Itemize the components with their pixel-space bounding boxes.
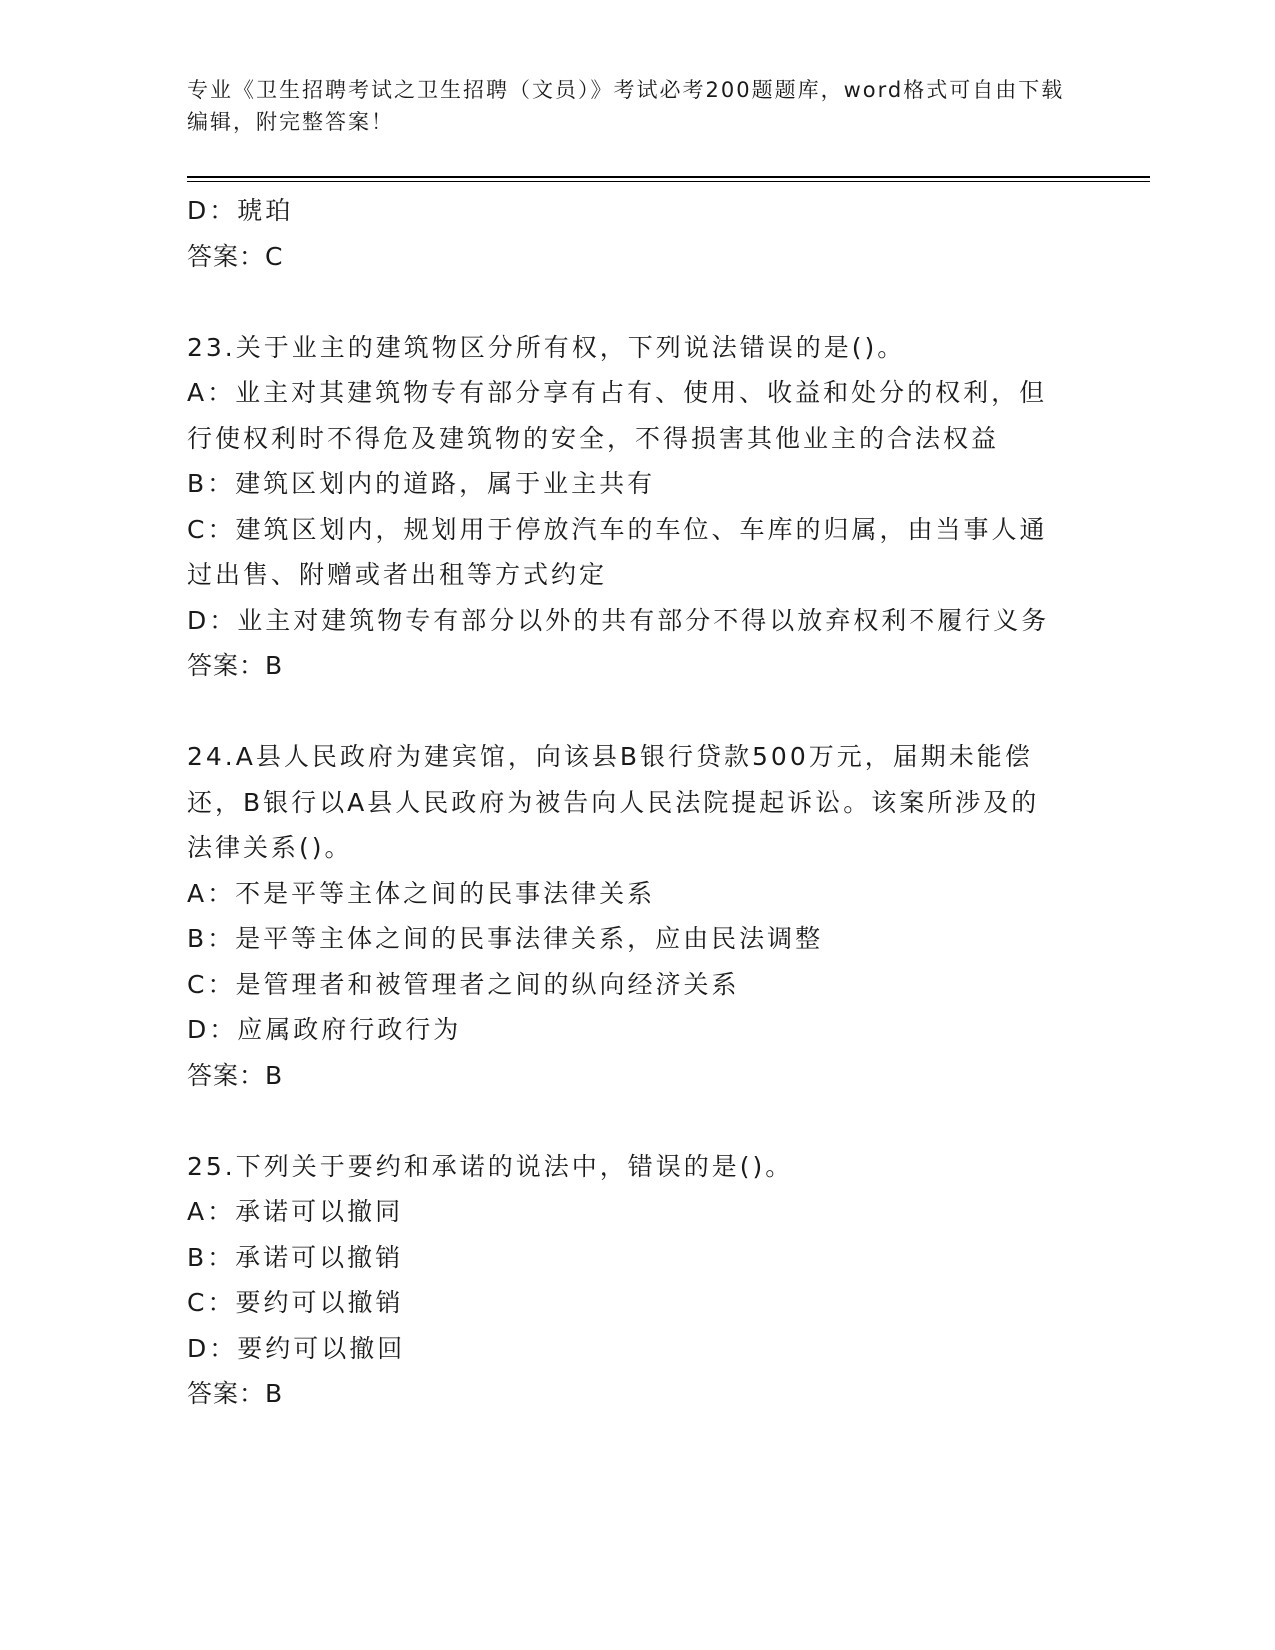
question-24: [187, 734, 1067, 1098]
question-stem: 25.下列关于要约和承诺的说法中，错误的是()。: [187, 1151, 794, 1181]
header-divider-thin: [187, 181, 1150, 182]
spacer: [187, 279, 1067, 325]
page-header-title: 专业《卫生招聘考试之卫生招聘（文员）》考试必考200题题库，word格式可自由下载编辑，附完整答案！: [187, 78, 1065, 134]
answer-line: 答案：B: [187, 651, 284, 680]
option-a: A：业主对其建筑物专有部分享有占有、使用、收益和处分的权利，但: [187, 378, 1048, 407]
header-divider-thick: [187, 176, 1150, 178]
option-c: C：是管理者和被管理者之间的纵向经济关系: [187, 969, 740, 999]
question-23: [187, 325, 1067, 689]
option-a: A：不是平等主体之间的民事法律关系: [187, 878, 656, 908]
answer-line: 答案：B: [187, 1060, 284, 1090]
question-stem-continued: 还，B银行以A县人民政府为被告向人民法院提起诉讼。该案所涉及的: [187, 787, 1040, 817]
answer-line: 答案：C: [187, 241, 284, 271]
option-a: A：承诺可以撤同: [187, 1197, 404, 1226]
option-d: D：要约可以撤回: [187, 1333, 406, 1363]
option-b: B：承诺可以撤销: [187, 1242, 404, 1272]
option-c: C：要约可以撤销: [187, 1288, 404, 1317]
question-stem-continued: 法律关系()。: [187, 833, 353, 862]
option-c: C：建筑区划内，规划用于停放汽车的车位、车库的归属，由当事人通: [187, 514, 1048, 544]
option-c-continued: 过出售、附赠或者出租等方式约定: [187, 560, 608, 589]
answer-line: 答案：B: [187, 1379, 284, 1408]
option-d: D：琥珀: [187, 196, 294, 225]
option-d: D：业主对建筑物专有部分以外的共有部分不得以放弃权利不履行义务: [187, 605, 1050, 635]
document-content: [187, 188, 1067, 1417]
question-stem: 24.A县人民政府为建宾馆，向该县B银行贷款500万元，届期未能偿: [187, 742, 1033, 771]
option-b: B：是平等主体之间的民事法律关系，应由民法调整: [187, 924, 824, 953]
option-d: D：应属政府行政行为: [187, 1015, 462, 1044]
option-b: B：建筑区划内的道路，属于业主共有: [187, 469, 656, 498]
question-25: [187, 1144, 1067, 1417]
spacer: [187, 689, 1067, 735]
spacer: [187, 1098, 1067, 1144]
question-stem: 23.关于业主的建筑物区分所有权，下列说法错误的是()。: [187, 332, 906, 362]
option-a-continued: 行使权利时不得危及建筑物的安全，不得损害其他业主的合法权益: [187, 423, 1000, 453]
